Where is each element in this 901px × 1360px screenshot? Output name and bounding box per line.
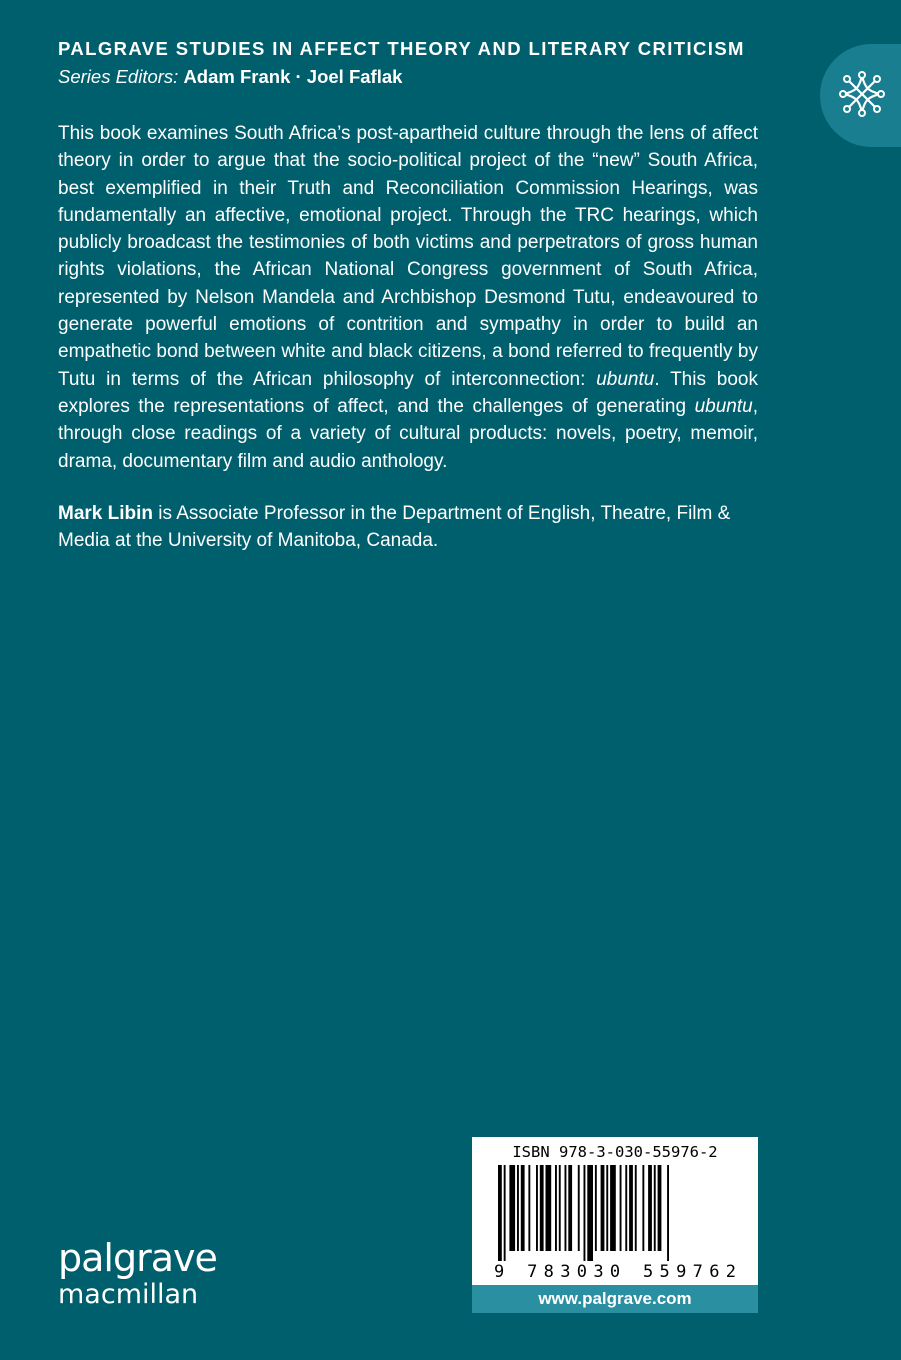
barcode-bar: [587, 1165, 593, 1261]
barcode-bar: [620, 1165, 622, 1251]
logo-line2: macmillan: [58, 1279, 199, 1310]
author-bio-text: is Associate Professor in the Department of English, Theatre, Film & Media at the University of Manitoba, Canada.: [58, 503, 731, 552]
barcode-bar: [568, 1165, 572, 1251]
barcode-bar: [546, 1165, 552, 1251]
author-name: Mark Libin: [58, 503, 154, 524]
barcode-bar: [555, 1165, 557, 1251]
barcode-bar: [559, 1165, 561, 1251]
barcode-bar: [498, 1165, 502, 1261]
barcode-bar: [595, 1165, 597, 1251]
barcode-bar: [601, 1165, 605, 1251]
book-description: [58, 120, 758, 475]
barcode-bar: [658, 1165, 662, 1251]
series-editors: [58, 66, 402, 88]
barcode-bar: [578, 1165, 580, 1251]
barcode-bar: [648, 1165, 652, 1251]
palgrave-macmillan-logo: [58, 1238, 217, 1312]
palgrave-badge: [820, 44, 901, 147]
series-editors-label: Series Editors:: [58, 66, 179, 87]
blurb-term2: ubuntu: [694, 395, 753, 417]
barcode-bar: [536, 1165, 538, 1251]
barcode-bar: [654, 1165, 656, 1251]
barcode-bar: [521, 1165, 525, 1251]
barcode-bar: [629, 1165, 633, 1251]
blurb-term1: ubuntu: [596, 368, 655, 390]
barcode-bars: [486, 1165, 744, 1281]
publisher-url[interactable]: www.palgrave.com: [472, 1285, 758, 1313]
barcode-bar: [667, 1165, 669, 1261]
palgrave-star-icon: [838, 70, 886, 118]
barcode-bar: [625, 1165, 627, 1251]
barcode-bar: [565, 1165, 567, 1251]
barcode-bar: [584, 1165, 586, 1261]
barcode-bar: [509, 1165, 515, 1251]
logo-line1: palgrave: [58, 1236, 217, 1280]
series-title: PALGRAVE STUDIES IN AFFECT THEORY AND LITERARY CRITICISM: [58, 38, 745, 59]
isbn-barcode: [472, 1137, 758, 1285]
barcode-bar: [642, 1165, 644, 1251]
barcode-bar: [504, 1165, 506, 1261]
isbn-label: ISBN 978-3-030-55976-2: [512, 1143, 718, 1161]
blurb-part1: This book examines South Africa’s post-apartheid culture through the lens of affect theory in order to argue that the socio-political project of the “new” South Africa, best exemplified in their Truth and Reconciliation Commission Hearings, was fundamentally an affective, emotional project. Through the TRC hearings, which publicly broadcast the testimonies of both victims and perpetrators of gross human rights violations, the African National Congress government of South Africa, represented by Nelson Mandela and Archbishop Desmond Tutu, endeavoured to generate powerful emotions of contrition and sympathy in order to build an empathetic bond between white and black citizens, a bond referred to frequently by Tutu in terms of the African philosophy of interconnection:: [58, 123, 758, 390]
barcode-bar: [528, 1165, 530, 1251]
blurb-part2: . This book explores the representations of affect, and the challenges of generating: [58, 368, 758, 417]
barcode-bar: [606, 1165, 608, 1251]
barcode-digits: 9 783030 559762: [494, 1262, 736, 1281]
barcode-bar: [635, 1165, 637, 1251]
series-editors-names: Adam Frank · Joel Faflak: [183, 66, 403, 87]
barcode-bar: [610, 1165, 616, 1251]
blurb-part3: , through close readings of a variety of cultural products: novels, poetry, memoir, drama, documentary film and audio anthology.: [58, 395, 758, 472]
author-bio: [58, 500, 758, 555]
barcode-bar: [540, 1165, 544, 1251]
barcode-bar: [517, 1165, 519, 1251]
